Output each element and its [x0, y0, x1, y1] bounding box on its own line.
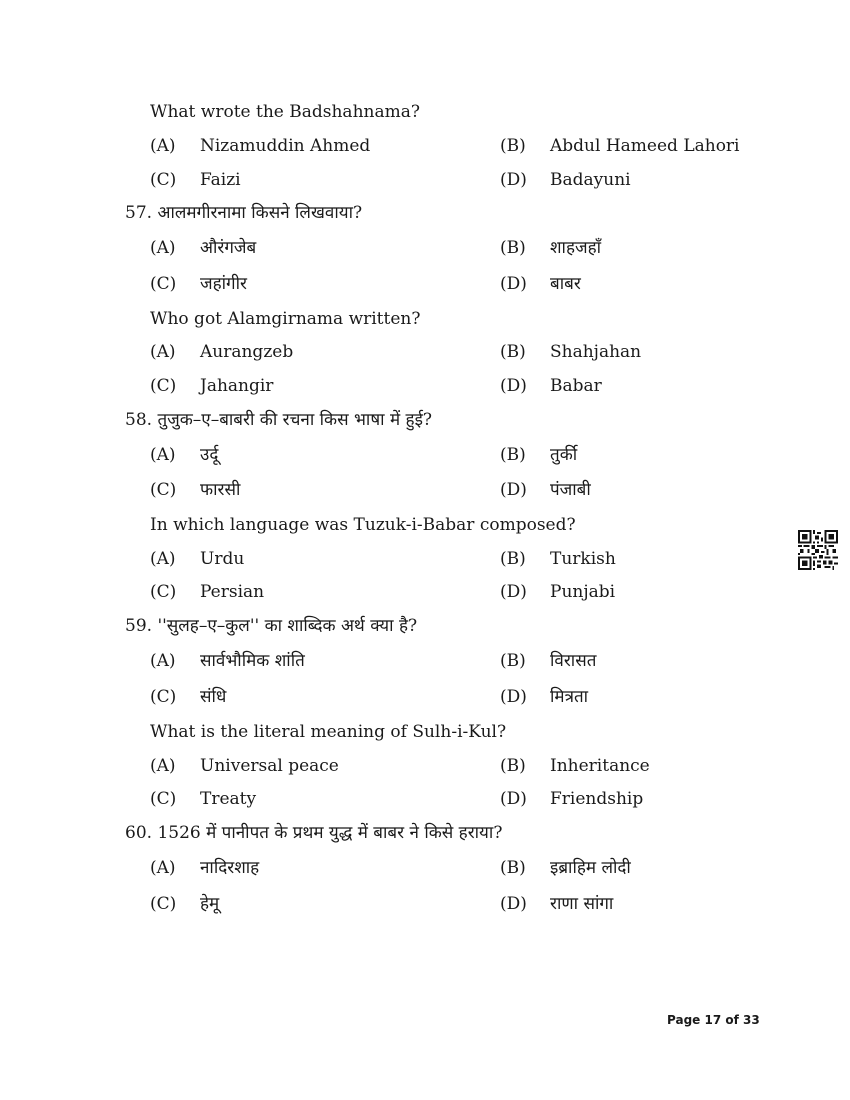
- option-text: Babar: [550, 376, 602, 396]
- option-key: (A): [150, 858, 176, 878]
- option-text: संधि: [200, 687, 227, 707]
- option-text: तुर्की: [550, 445, 578, 465]
- page-separator: of: [721, 1013, 744, 1027]
- option-text: विरासत: [550, 651, 597, 671]
- option-text: पंजाबी: [550, 480, 591, 500]
- option-key: (C): [150, 274, 177, 294]
- question-stem-en: Who got Alamgirnama written?: [150, 309, 421, 329]
- option-text: Inheritance: [550, 756, 650, 776]
- option-key: (D): [500, 894, 527, 914]
- option-key: (D): [500, 274, 527, 294]
- option-key: (C): [150, 170, 177, 190]
- option-key: (B): [500, 651, 526, 671]
- option-text: Treaty: [200, 789, 257, 809]
- option-key: (C): [150, 687, 177, 707]
- option-text: औरंगजेब: [200, 238, 257, 258]
- option-text: हेमू: [200, 894, 220, 914]
- option-text: उर्दू: [200, 445, 219, 465]
- page-total: 33: [743, 1013, 760, 1027]
- question-stem-hi: 59. ''सुलह–ए–कुल'' का शाब्दिक अर्थ क्या है?: [125, 616, 418, 636]
- option-text: इब्राहिम लोदी: [550, 858, 631, 878]
- option-key: (A): [150, 136, 176, 156]
- option-text: नादिरशाह: [200, 858, 260, 878]
- option-key: (C): [150, 376, 177, 396]
- option-key: (A): [150, 549, 176, 569]
- option-text: Badayuni: [550, 170, 631, 190]
- question-stem-hi: 58. तुजुक–ए–बाबरी की रचना किस भाषा में हुई?: [125, 410, 433, 430]
- option-key: (B): [500, 756, 526, 776]
- option-key: (B): [500, 342, 526, 362]
- option-key: (D): [500, 687, 527, 707]
- option-text: Nizamuddin Ahmed: [200, 136, 371, 156]
- question-stem-hi: 60. 1526 में पानीपत के प्रथम युद्ध में बाबर ने किसे हराया?: [125, 823, 503, 843]
- option-text: Aurangzeb: [200, 342, 294, 362]
- option-key: (C): [150, 789, 177, 809]
- option-text: Jahangir: [200, 376, 274, 396]
- option-key: (B): [500, 549, 526, 569]
- option-text: Abdul Hameed Lahori: [550, 136, 740, 156]
- option-text: Punjabi: [550, 582, 616, 602]
- option-key: (C): [150, 480, 177, 500]
- option-text: Turkish: [550, 549, 616, 569]
- option-text: मित्रता: [550, 687, 589, 707]
- option-key: (B): [500, 445, 526, 465]
- question-stem-en: In which language was Tuzuk-i-Babar composed?: [150, 515, 576, 535]
- qr-code-icon: [798, 530, 838, 570]
- option-key: (A): [150, 342, 176, 362]
- option-text: Persian: [200, 582, 265, 602]
- option-text: Urdu: [200, 549, 245, 569]
- option-text: सार्वभौमिक शांति: [200, 651, 305, 671]
- option-key: (A): [150, 756, 176, 776]
- page-current: 17: [704, 1013, 722, 1027]
- option-text: फारसी: [200, 480, 241, 500]
- option-text: Universal peace: [200, 756, 339, 776]
- option-key: (D): [500, 480, 527, 500]
- option-key: (D): [500, 170, 527, 190]
- option-text: जहांगीर: [200, 274, 247, 294]
- question-stem-hi: 57. आलमगीरनामा किसने लिखवाया?: [125, 203, 363, 223]
- question-stem-en: What is the literal meaning of Sulh-i-Kul?: [150, 722, 507, 742]
- option-key: (D): [500, 582, 527, 602]
- option-key: (A): [150, 651, 176, 671]
- option-key: (D): [500, 376, 527, 396]
- option-key: (B): [500, 238, 526, 258]
- option-key: (B): [500, 136, 526, 156]
- option-text: शाहजहाँ: [550, 238, 602, 258]
- option-key: (C): [150, 894, 177, 914]
- option-key: (D): [500, 789, 527, 809]
- question-stem-en: What wrote the Badshahnama?: [150, 102, 420, 122]
- option-text: बाबर: [550, 274, 581, 294]
- option-key: (A): [150, 445, 176, 465]
- option-key: (C): [150, 582, 177, 602]
- option-key: (B): [500, 858, 526, 878]
- option-key: (A): [150, 238, 176, 258]
- option-text: Friendship: [550, 789, 644, 809]
- option-text: Shahjahan: [550, 342, 642, 362]
- option-text: राणा सांगा: [550, 894, 614, 914]
- page-prefix: Page: [667, 1013, 705, 1027]
- option-text: Faizi: [200, 170, 241, 190]
- page-number: [667, 1013, 760, 1027]
